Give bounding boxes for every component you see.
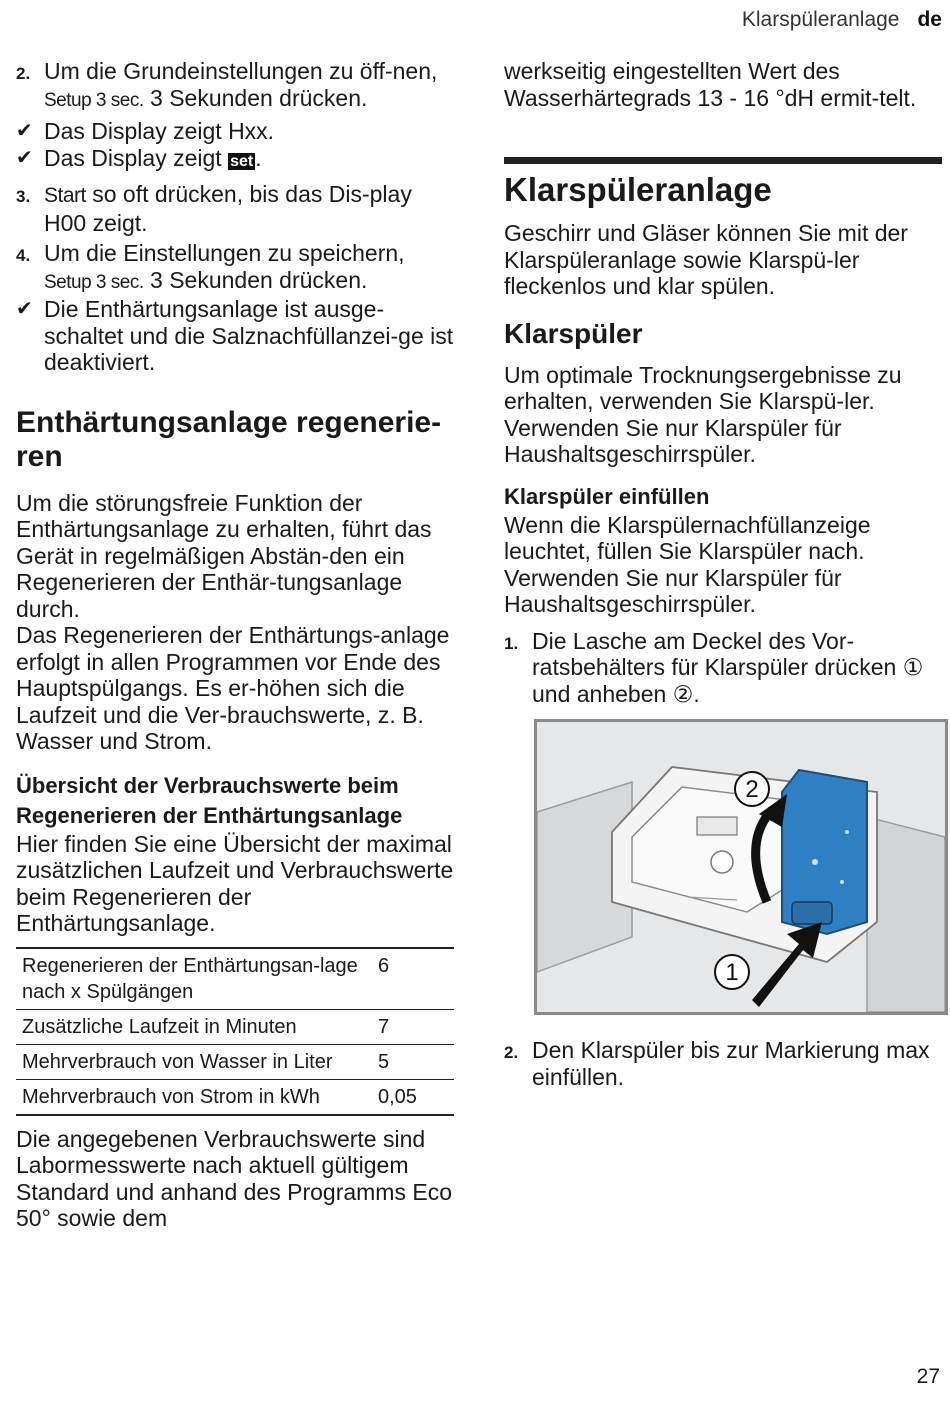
body-paragraph: Die angegebenen Verbrauchswerte sind Labormesswerte nach aktuell gültigem Standard und anhand des Programms Eco 50° sowie dem [16,1125,452,1231]
table-cell-label: Zusätzliche Laufzeit in Minuten [16,1009,364,1044]
instruction-step-1 [504,628,944,708]
setup-button-label: Setup 3 sec. [44,89,144,111]
checkmark-icon: ✔ [16,298,33,320]
subheading-rinse-aid: Klarspüler [504,317,643,349]
subheading-fill-rinse-aid: Klarspüler einfüllen [504,483,710,509]
table-row [16,948,454,1010]
step-number: 2. [504,1043,519,1062]
page-number: 27 [916,1365,940,1388]
instruction-step-3 [16,181,456,236]
table-cell-value: 5 [364,1044,454,1079]
result-item [16,296,456,376]
step-number: 2. [16,64,31,83]
table-cell-value: 0,05 [364,1079,454,1115]
table-cell-value: 7 [364,1009,454,1044]
running-header [742,8,942,32]
table-row [16,1009,454,1044]
result-item [16,118,456,145]
step-number: 3. [16,187,31,206]
table-row [16,1079,454,1115]
subheading-consumption-overview: Übersicht der Verbrauchswerte beim Regenerieren der Enthärtungsanlage [16,772,403,828]
step-text: Um die Grundeinstellungen zu öff-nen, [44,58,438,84]
step-number: 1. [504,633,519,653]
result-text: Die Enthärtungsanlage ist ausge-schaltet und die Salznachfüllanzei-ge ist deaktiviert. [44,296,454,375]
step-text: 3 Sekunden drücken. [143,84,368,111]
step-text: Den Klarspüler bis zur Markierung max einfüllen. [532,1037,930,1090]
body-paragraph: Hier finden Sie eine Übersicht der maximal zusätzlichen Laufzeit und Verbrauchswerte beim Regenerieren der Enthärtungsanlage. [16,830,454,936]
checkmark-icon: ✔ [16,146,33,169]
result-text: . [255,144,262,171]
section-divider [504,157,942,164]
section-heading-regeneration: Enthärtungsanlage regenerie-ren [16,405,442,473]
start-button-label: Start [44,184,86,207]
body-paragraph: Um optimale Trocknungsergebnisse zu erhalten, verwenden Sie Klarspü-ler. [504,361,902,414]
body-paragraph: Verwenden Sie nur Klarspüler für Haushaltsgeschirrspüler. [504,414,842,467]
header-language: de [917,8,942,31]
instruction-step-2 [16,58,456,114]
header-section-title: Klarspüleranlage [741,8,900,31]
callout-label-2: 2 [745,776,759,803]
table-cell-label: Regenerieren der Enthärtungsan-lage nach x Spülgängen [16,948,364,1010]
result-text: Das Display zeigt Hxx. [44,118,275,144]
body-paragraph: Geschirr und Gläser können Sie mit der Klarspüleranlage sowie Klarspü-ler fleckenlos und klar spülen. [504,220,908,299]
result-text: Das Display zeigt [44,144,229,171]
step-text: Um die Einstellungen zu speichern, [44,240,405,266]
table-cell-label: Mehrverbrauch von Wasser in Liter [16,1044,364,1079]
table-row [16,1044,454,1079]
result-item [16,145,456,176]
dispenser-drawing [537,722,945,1012]
consumption-table [16,947,454,1116]
step-text: Die Lasche am Deckel des Vor-ratsbehälters für Klarspüler drücken ① und anheben ②. [532,627,924,707]
table-cell-value: 6 [364,948,454,1010]
body-paragraph: Verwenden Sie nur Klarspüler für Haushaltsgeschirrspüler. [504,564,842,617]
section-heading-rinse-aid-system: Klarspüleranlage [504,171,772,208]
instruction-step-2 [504,1037,944,1090]
callout-label-1: 1 [725,959,739,986]
checkmark-icon: ✔ [16,120,33,142]
step-text: 3 Sekunden drücken. [143,266,368,293]
body-paragraph: Um die störungsfreie Funktion der Enthärtungsanlage zu erhalten, führt das Gerät in regelmäßigen Abstän-den ein Regenerieren der Enthär-tungsanlage durch. [16,489,432,622]
body-paragraph: Das Regenerieren der Enthärtungs-anlage erfolgt in allen Programmen vor Ende des Hauptspülgangs. Es er-höhen sich die Laufzeit und die Ver-brauchswerte, z. B. Wasser und Strom. [16,622,450,754]
step-number: 4. [16,246,31,265]
instruction-step-4 [16,240,456,296]
left-column [16,58,456,1232]
body-paragraph: werkseitig eingestellten Wert des Wasserhärtegrads 13 - 16 °dH ermit-telt. [504,58,917,111]
table-cell-label: Mehrverbrauch von Strom in kWh [16,1079,364,1115]
display-set-label: set [230,152,254,170]
step-text: so oft drücken, bis das Dis-play H00 zeigt. [44,181,412,236]
right-column [504,58,944,1094]
body-paragraph: Wenn die Klarspülernachfüllanzeige leuchtet, füllen Sie Klarspüler nach. [504,511,871,564]
setup-button-label: Setup 3 sec. [44,271,144,293]
rinse-aid-dispenser-illustration [534,719,948,1015]
